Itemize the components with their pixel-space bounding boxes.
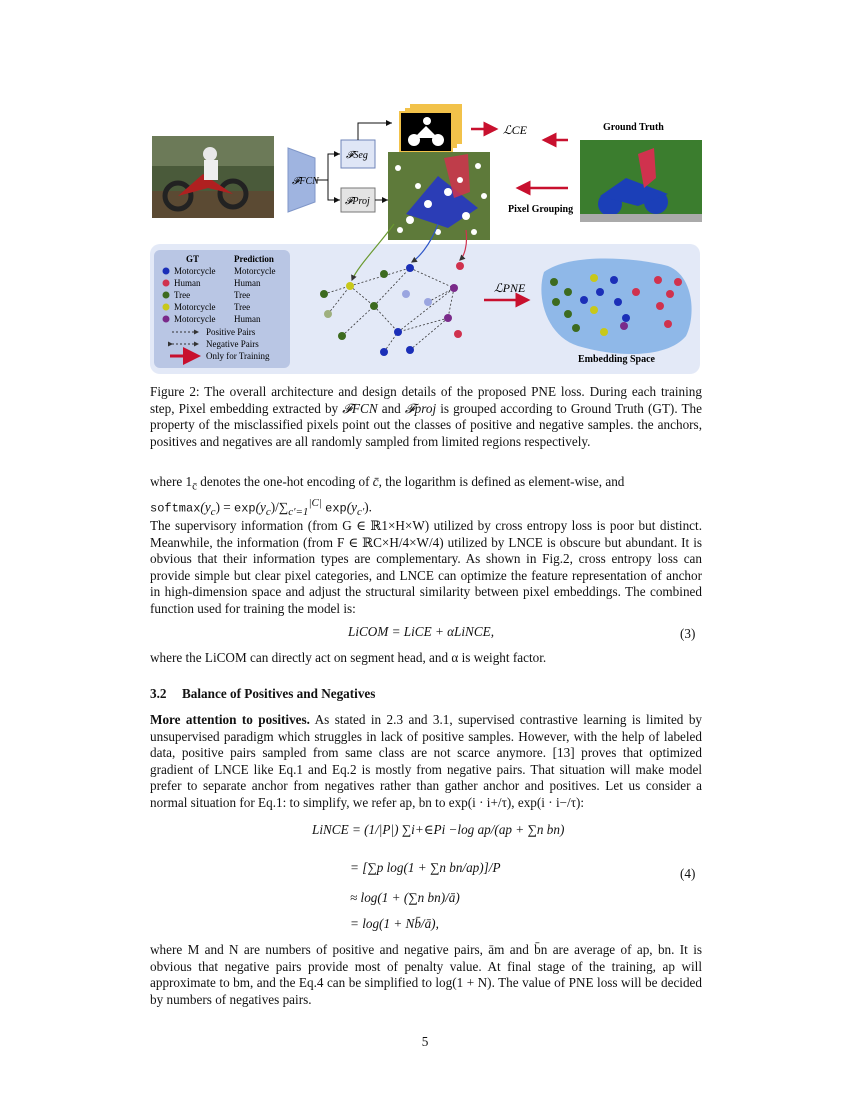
lpne-label: ℒPNE bbox=[494, 281, 526, 295]
caption-f-proj: 𝓕proj bbox=[404, 400, 437, 416]
caption-prefix: Figure 2: bbox=[150, 384, 200, 399]
fcn-label: 𝓕FCN bbox=[292, 176, 319, 187]
seg-label: 𝓕Seg bbox=[346, 150, 368, 161]
legend-gt-4: Motorcycle bbox=[174, 302, 216, 312]
legend-pred-4: Tree bbox=[234, 302, 251, 312]
ground-truth-title: Ground Truth bbox=[603, 122, 664, 133]
equation-4-line-1: LiNCE = (1/|P|) ∑i+∈Pi −log ap/(ap + ∑n bn) bbox=[312, 822, 565, 837]
p1-g: exp bbox=[234, 501, 256, 516]
p1-d: softmax bbox=[150, 501, 201, 516]
caption-f-fcn: 𝓕FCN bbox=[342, 400, 378, 416]
segmentation-output bbox=[400, 104, 462, 152]
pixel-embedding-image bbox=[388, 152, 490, 240]
legend-pred-2: Human bbox=[234, 278, 261, 288]
legend-gt-1: Motorcycle bbox=[174, 266, 216, 276]
legend-header-gt: GT bbox=[186, 254, 200, 264]
legend-pred-3: Tree bbox=[234, 290, 251, 300]
seg-head bbox=[341, 140, 375, 168]
paragraph-negatives: where M and N are numbers of positive and negative pairs, ām and b̄n are average of ap, bn. It is obvious that negative pairs provide most of penalty value. At final stage of the training, ap will approximate to bm, and the Eq.4 can be simplified to log(1 + N). The value of PNE loss will be decided by numbers of negatives pairs. bbox=[150, 942, 702, 1007]
p4-bold: More attention to positives. bbox=[150, 712, 310, 727]
legend-pred-5: Human bbox=[234, 314, 261, 324]
proj-label: 𝓕Proj bbox=[345, 196, 370, 207]
p1-i: )/∑ bbox=[270, 499, 289, 515]
p4-text: As stated in 2.3 and 3.1, supervised contrastive learning is limited by unsupervised paradigm which struggles in lack of positive samples. However, with the help of labeled data, positive pairs sampled from same class are not scarce anymore. [13] proves that optimized gradient of LNCE like Eq.1 and Eq.2 is mostly from negative pairs. That situation will make model prefer to separate anchor from negatives rather than gather anchor and positives. Let us consider a normal situation for Eq.1: to simplify, we refer ap, bn to exp(i · i+/τ), exp(i · i−/τ): bbox=[150, 712, 703, 810]
pixel-grouping-label: Pixel Grouping bbox=[508, 204, 574, 215]
p1-j: exp bbox=[325, 501, 347, 516]
page-number: 5 bbox=[421, 1034, 429, 1049]
equation-4-line-3: ≈ log(1 + (∑n bn)/ā) bbox=[350, 890, 460, 905]
lce-label: ℒCE bbox=[503, 123, 527, 137]
ground-truth-image bbox=[580, 140, 702, 222]
caption-text-2: and bbox=[377, 400, 405, 416]
embedding-space-label: Embedding Space bbox=[578, 354, 655, 365]
section-heading bbox=[150, 686, 375, 702]
legend-positive-pairs: Positive Pairs bbox=[206, 327, 256, 337]
p1-h: (y bbox=[255, 499, 266, 515]
p1-c: , the logarithm is defined as element-wise, and bbox=[378, 474, 625, 489]
p1-k: (y bbox=[346, 499, 357, 515]
legend-pred-1: Motorcycle bbox=[234, 266, 276, 276]
section-title: Balance of Positives and Negatives bbox=[182, 686, 376, 701]
legend-header-pred: Prediction bbox=[234, 254, 274, 264]
equation-4-line-4: = log(1 + Nb̄/ā), bbox=[350, 916, 439, 931]
paragraph-softmax: where $1_{c̄}$ denotes the one-hot encoding of c̄, the logarithm is defined as element-wise, and $softmax(y_c) = \exp(y_c)/\sum_{c'=1}^{|C|}$ $\exp(y_{c'})$. bbox=[150, 474, 625, 519]
legend-negative-pairs: Negative Pairs bbox=[206, 339, 259, 349]
p1-a: where 1 bbox=[150, 474, 193, 489]
legend-only-training: Only for Training bbox=[206, 351, 270, 361]
caption-text-1: The overall architecture and design details of the proposed PNE loss. During each training step, Pixel embedding extracted by bbox=[150, 384, 702, 416]
paragraph-supervisory: The supervisory information (from G ∈ ℝ1×H×W) utilized by cross entropy loss is poor but distinct. Meanwhile, the information (from F ∈ ℝC×H/4×W/4) utilized by LNCE is obscure but abundant. It is obvious that their information types are complementary. As shown in Fig.2, cross entropy loss can provide simple but clear pixel categories, and LNCE can optimize the feature representation of anchor in high-dimension space and adjust the structural similarity between pixel embeddings. The combined function used for training the model is: bbox=[150, 518, 702, 616]
equation-3: LiCOM = LiCE + αLiNCE, bbox=[348, 624, 495, 639]
paragraph-positives bbox=[150, 712, 702, 812]
paragraph-com: where the LiCOM can directly act on segment head, and α is weight factor. bbox=[150, 650, 547, 665]
section-number: 3.2 bbox=[150, 686, 167, 701]
equation-3-number: (3) bbox=[680, 626, 696, 641]
legend-gt-5: Motorcycle bbox=[174, 314, 216, 324]
proj-head bbox=[341, 188, 375, 212]
equation-4-line-2: = [∑p log(1 + ∑n bn/ap)]/P bbox=[350, 860, 501, 875]
p1-l: ). bbox=[364, 499, 372, 515]
legend-gt-3: Tree bbox=[174, 290, 191, 300]
figure-caption bbox=[150, 384, 702, 450]
p1-b: denotes the one-hot encoding of bbox=[197, 474, 373, 489]
caption-text-3: is grouped according to Ground Truth (GT). The property of the misclassified pixels point out the classes of positive and negative samples. the anchors, positives and negatives are all randomly sampled from limited regions respectively. bbox=[150, 400, 702, 449]
p1-f: ) = bbox=[215, 499, 234, 515]
input-photo bbox=[152, 136, 274, 218]
p1-e: (y bbox=[200, 499, 211, 515]
architecture-figure bbox=[148, 96, 704, 378]
equation-4-number: (4) bbox=[680, 866, 696, 881]
legend-gt-2: Human bbox=[174, 278, 201, 288]
